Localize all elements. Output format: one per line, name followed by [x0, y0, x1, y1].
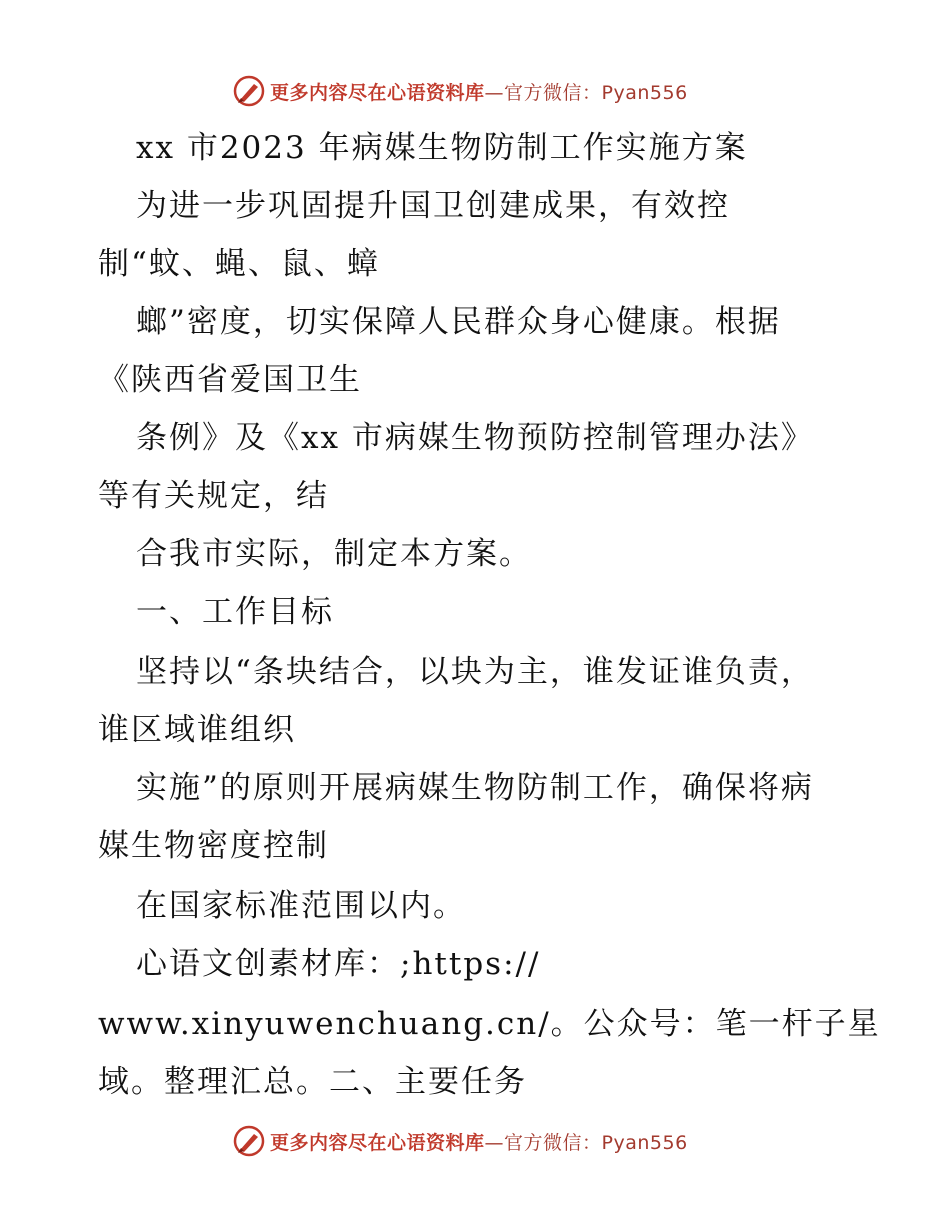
- paragraph-line: 实施”的原则开展病媒生物防制工作，确保将病: [136, 770, 814, 806]
- paragraph-line: 等有关规定，结: [98, 478, 329, 514]
- paragraph-line: 制“蚊、蝇、鼠、蟑: [98, 246, 380, 282]
- paragraph-line: 《陕西省爱国卫生: [98, 362, 362, 398]
- paragraph-line: 在国家标准范围以内。: [136, 888, 466, 924]
- banner-main-text: 更多内容尽在心语资料库: [270, 1131, 485, 1154]
- header-banner: [232, 71, 688, 111]
- section-heading: 一、工作目标: [136, 594, 334, 630]
- banner-separator: —: [484, 81, 505, 104]
- document-title: xx 市2023 年病媒生物防制工作实施方案: [136, 130, 748, 166]
- banner-text: [270, 1128, 688, 1155]
- paragraph-line: 条例》及《xx 市病媒生物预防控制管理办法》: [136, 420, 814, 456]
- banner-separator: —: [484, 1131, 505, 1154]
- banner-wechat-id: Pyan556: [601, 1131, 688, 1154]
- paragraph-line: 心语文创素材库：;https://: [136, 946, 541, 982]
- footer-banner: [232, 1121, 688, 1161]
- banner-main-text: 更多内容尽在心语资料库: [270, 81, 485, 104]
- paragraph-line: 螂”密度，切实保障人民群众身心健康。根据: [136, 304, 781, 340]
- paragraph-line: 为进一步巩固提升国卫创建成果，有效控: [136, 188, 730, 224]
- paragraph-line: 媒生物密度控制: [98, 828, 329, 864]
- paragraph-line: 域。整理汇总。二、主要任务: [98, 1064, 527, 1100]
- paragraph-line: 坚持以“条块结合，以块为主，谁发证谁负责，: [136, 654, 814, 690]
- paragraph-line: 谁区域谁组织: [98, 712, 296, 748]
- banner-text: [270, 78, 688, 105]
- banner-wechat-label: 官方微信：: [504, 1131, 602, 1154]
- banner-wechat-label: 官方微信：: [504, 81, 602, 104]
- pen-logo-icon: [232, 1124, 266, 1158]
- paragraph-line: www.xinyuwenchuang.cn/。公众号：笔一杆子星: [98, 1006, 881, 1042]
- pen-logo-icon: [232, 74, 266, 108]
- banner-wechat-id: Pyan556: [601, 81, 688, 104]
- paragraph-line: 合我市实际，制定本方案。: [136, 536, 532, 572]
